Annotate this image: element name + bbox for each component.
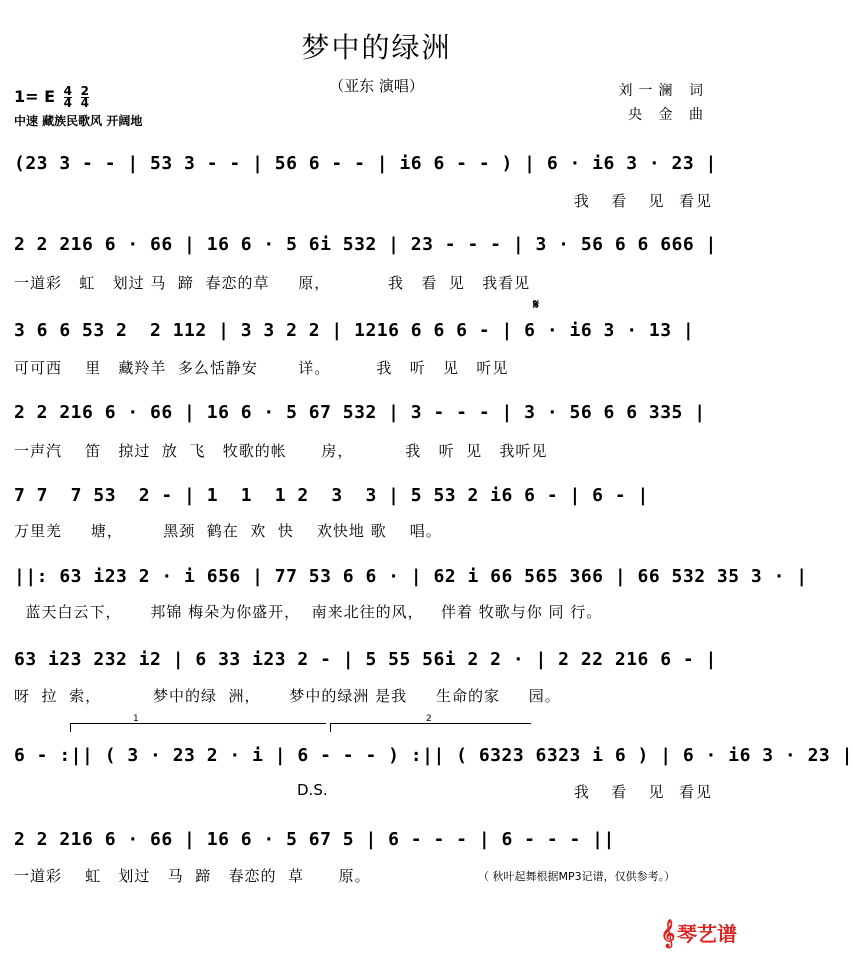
score-row-7-notes: 63 i23 232 i2 | 6 33 i23 2 - | 5 55 56i 2 2 · | 2 22 216 6 - | (14, 649, 717, 670)
piano-logo-icon: 𝄞 (660, 919, 675, 947)
score-row-8-notes: 6 - :|| ( 3 · 23 2 · i | 6 - - - ) :|| ( 6323 6323 i 6 ) | 6 · i6 3 · 23 | (14, 745, 853, 766)
score-row-9-notes: 2 2 216 6 · 66 | 16 6 · 5 67 5 | 6 - - - | 6 - - - || (14, 829, 615, 850)
time-signature-2: $\frac{2}{4}$ (80, 84, 89, 110)
composer: 央 金 曲 (628, 107, 709, 123)
lyricist: 刘一澜 词 (618, 83, 709, 99)
score-row-4-lyrics: 一声汽 笛 掠过 放 飞 牧歌的帐 房， 我 听 见 我听见 (14, 442, 548, 460)
score-row-2-lyrics: 一道彩 虹 划过 马 蹄 春恋的草 原， 我 看 见 我看见 (14, 274, 531, 292)
performer-subtitle: （亚东 演唱） (329, 77, 424, 95)
score-row-2-notes: 2 2 216 6 · 66 | 16 6 · 5 6i 532 | 23 - - - | 3 · 56 6 6 666 | (14, 234, 717, 255)
segno-sign: 𝄋 (533, 297, 540, 313)
transcription-note: （ 秋叶起舞根据MP3记谱，仅供参考。） (478, 870, 676, 883)
site-logo (661, 918, 737, 947)
score-row-8-lyrics: 我 看 见 看见 (573, 783, 713, 801)
key-signature (14, 86, 89, 109)
key-label: 1= E (14, 87, 56, 106)
dal-segno-mark: D.S. (297, 781, 328, 799)
tempo-marking: 中速 藏族民歌风 开阔地 (14, 114, 143, 128)
song-title: 梦中的绿洲 (301, 31, 452, 64)
score-row-6-lyrics: 蓝天白云下， 邦锦 梅朵为你盛开， 南来北往的风， 伴着 牧歌与你 同 行。 (14, 603, 603, 621)
score-row-5-notes: 7 7 7 53 2 - | 1 1 1 2 3 3 | 5 53 2 i6 6 - | 6 - | (14, 485, 649, 506)
logo-text: 琴艺谱 (677, 922, 737, 946)
time-signature-1: $\frac{4}{4}$ (63, 84, 72, 110)
score-row-1-lyrics: 我 看 见 看见 (573, 192, 713, 210)
score-row-7-lyrics: 呀 拉 索， 梦中的绿 洲， 梦中的绿洲 是我 生命的家 园。 (14, 687, 561, 705)
volta-1-bracket: 1 (70, 723, 326, 732)
score-row-4-notes: 2 2 216 6 · 66 | 16 6 · 5 67 532 | 3 - - - | 3 · 56 6 6 335 | (14, 402, 706, 423)
volta-2-bracket: 2 (330, 723, 531, 732)
score-row-9-lyrics: 一道彩 虹 划过 马 蹄 春恋的 草 原。 (14, 867, 371, 885)
score-row-3-lyrics: 可可西 里 藏羚羊 多么恬静安 详。 我 听 见 听见 (14, 359, 509, 377)
score-row-5-lyrics: 万里羌 塘， 黑颈 鹤在 欢 快 欢快地 歌 唱。 (14, 522, 442, 540)
score-row-3-notes: 3 6 6 53 2 2 112 | 3 3 2 2 | 1216 6 6 6 - | 6 · i6 3 · 13 | (14, 320, 695, 341)
score-row-6-notes: ||: 63 i23 2 · i 656 | 77 53 6 6 · | 62 i 66 565 366 | 66 532 35 3 · | (14, 566, 808, 587)
score-row-1-notes: (23 3 - - | 53 3 - - | 56 6 - - | i6 6 - - ) | 6 · i6 3 · 23 | (14, 153, 717, 174)
